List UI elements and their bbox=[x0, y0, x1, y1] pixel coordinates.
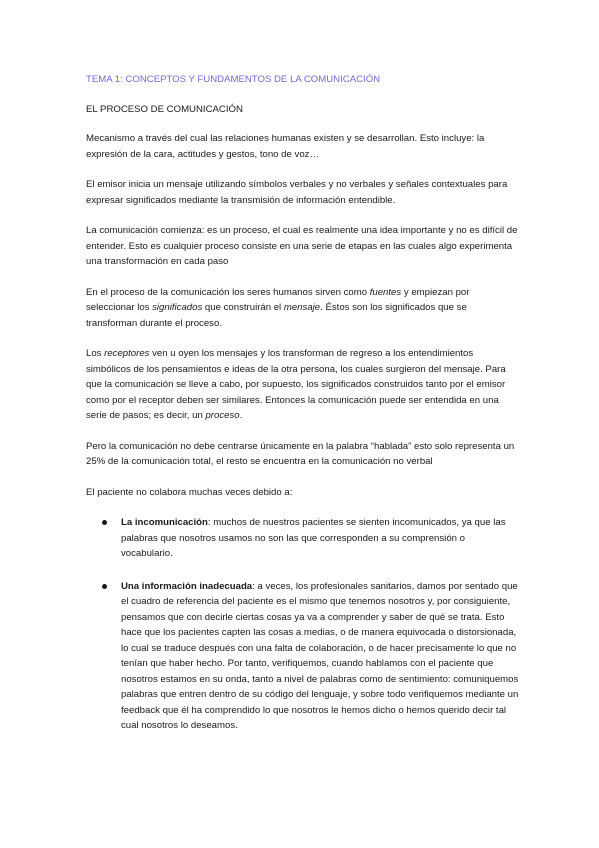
text-span: . Éstos son los significados que se transforman durante el proceso. bbox=[86, 302, 467, 329]
bullet-icon bbox=[102, 584, 107, 589]
paragraph-comunicacion-comienza: La comunicación comienza: es un proceso, el cual es realmente una idea importante y no es difícil de entender. Esto es cualquier proceso consiste en una serie de etapas en las cuales algo experimenta una transformación en cada paso bbox=[86, 225, 518, 267]
paragraph-paciente-no-colabora: El paciente no colabora muchas veces debido a: bbox=[86, 486, 293, 498]
paragraph-fuentes bbox=[86, 285, 519, 332]
paragraph-mecanismo: Mecanismo a través del cual las relaciones humanas existen y se desarrollan. Esto incluye: la expresión de la cara, actitudes y gestos, tono de voz… bbox=[86, 133, 485, 160]
list-item bbox=[86, 579, 519, 734]
emphasis-mensaje: mensaje bbox=[283, 302, 321, 313]
bullet-text: : muchos de nuestros pacientes se sienten incomunicados, ya que las palabras que nosotros usamos no son las que corresponden a su comprensión o vocabulario. bbox=[121, 517, 506, 559]
list-item bbox=[86, 515, 519, 562]
paragraph-emisor: El emisor inicia un mensaje utilizando símbolos verbales y no verbales y señales contextuales para expresar significados mediante la transmisión de información entendible. bbox=[86, 179, 508, 206]
causes-list bbox=[86, 515, 519, 734]
bullet-text: : a veces, los profesionales sanitarios, damos por sentado que el cuadro de referencia del paciente es el mismo que tenemos nosotros y, por consiguiente, pensamos que con decirle ciertas cosas ya va a comprender y saber de qué se trata. Esto hace que los pacientes capten las cosas a medias, o de manera equivocada o distorsionada, lo cual se traduce después con una falta de colaboración, o de hacer precisamente lo que no tenían que haber hecho. Por tanto, verifiquemos, cuando hablamos con el paciente que nosotros estamos en su onda, tanto a nivel de palabras como de sentimiento: comuniquemos palabras que entren dentro de su código del lenguaje, y sobre todo verifiquemos mediante un feedback que él ha comprendido lo que nosotros le hemos dicho o hemos querido decir tal cual nosotros lo deseamos. bbox=[121, 580, 519, 731]
paragraph-hablada: Pero la comunicación no debe centrarse únicamente en la palabra “hablada” esto solo representa un 25% de la comunicación total, el resto se encuentra en la comunicación no verbal bbox=[86, 440, 515, 467]
section-heading: EL PROCESO DE COMUNICACIÓN bbox=[86, 103, 243, 115]
bullet-term: Una información inadecuada bbox=[121, 580, 253, 592]
text-span: En el proceso de la comunicación los seres humanos sirven como bbox=[86, 286, 370, 298]
text-span: y empiezan por seleccionar los bbox=[86, 286, 470, 313]
text-span: Los bbox=[86, 348, 105, 359]
text-span: ven u oyen los mensajes y los transforman de regreso a los entendimientos simbólicos de los pensamientos e ideas de la otra persona, los cuales surgieron del mensaje. Para que la comunicación se lleve a cabo, por supuesto, los significados construidos tanto por el emisor como por el receptor deben ser similares. Entonces la comunicación puede ser entendida en una serie de pasos; es decir, un bbox=[86, 348, 506, 421]
bullet-term: La incomunicación bbox=[121, 517, 208, 528]
emphasis-fuentes: fuentes bbox=[369, 286, 402, 298]
bullet-icon bbox=[102, 520, 107, 525]
emphasis-receptores: receptores bbox=[104, 348, 150, 359]
text-span: que construirán el bbox=[202, 302, 284, 313]
emphasis-significados: significados bbox=[152, 302, 203, 313]
text-span: . bbox=[239, 410, 243, 421]
paragraph-receptores bbox=[86, 346, 519, 424]
document-title: TEMA 1: CONCEPTOS Y FUNDAMENTOS DE LA COMUNICACIÓN bbox=[86, 74, 381, 85]
emphasis-proceso: proceso bbox=[205, 410, 240, 421]
